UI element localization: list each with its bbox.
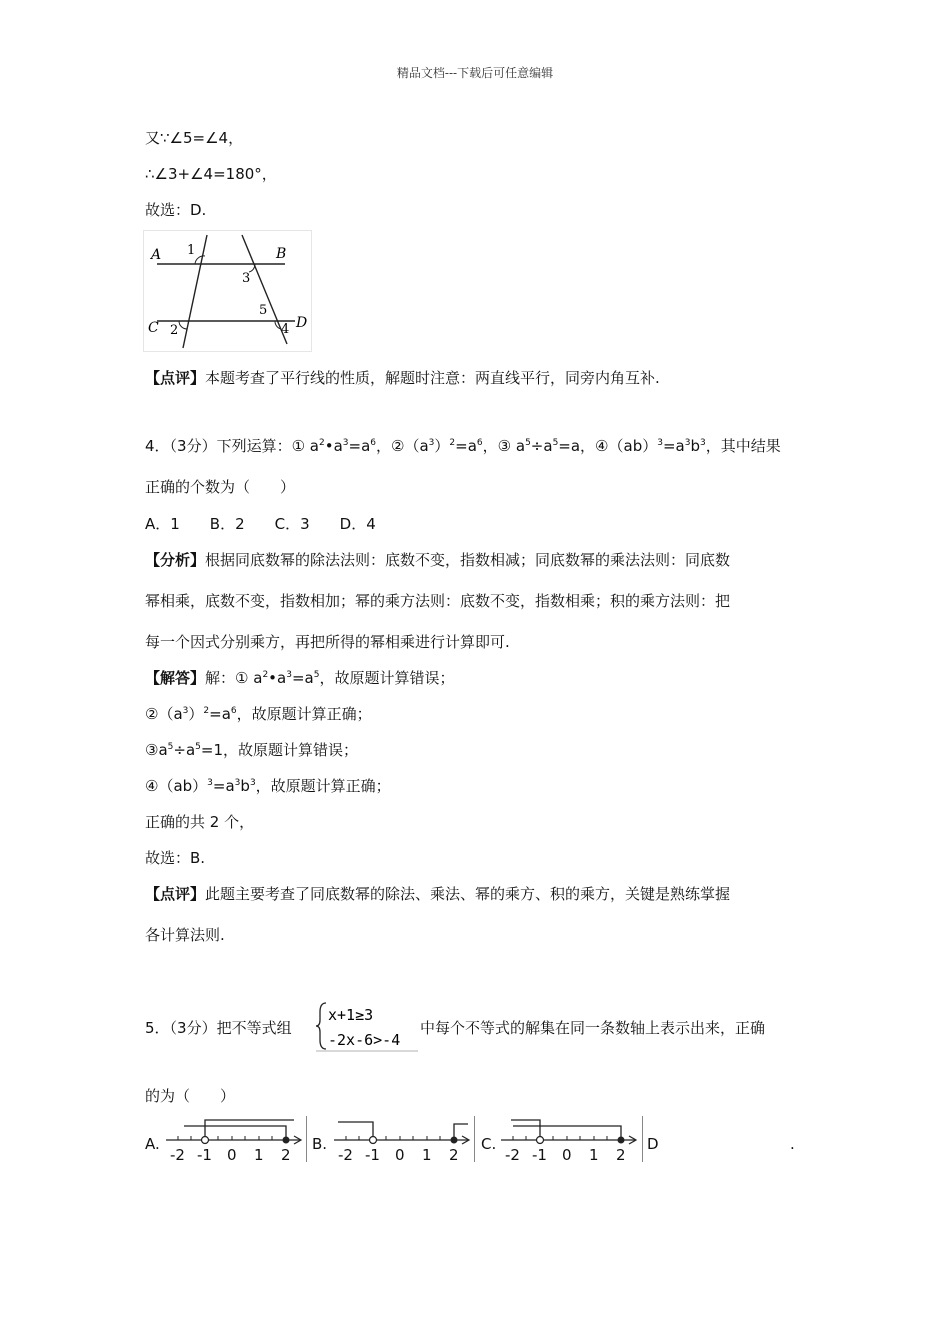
label-D: D bbox=[296, 315, 308, 331]
tick-label: 2 bbox=[449, 1146, 459, 1164]
page-header: 精品文档---下载后可任意编辑 bbox=[396, 66, 554, 80]
q4-analysis-line3: 每一个因式分别乘方，再把所得的幂相乘进行计算即可. bbox=[145, 633, 510, 651]
option-d-label: D bbox=[647, 1135, 659, 1153]
analysis-text: 根据同底数幂的除法法则：底数不变，指数相减；同底数幂的乘法法则：同底数 bbox=[205, 551, 731, 569]
answer-text: ，故原题计算正确； bbox=[236, 705, 372, 723]
comment-text: 本题考查了平行线的性质，解题时注意：两直线平行，同旁内角互补. bbox=[205, 369, 660, 387]
q4-answer-line6: 故选：B. bbox=[145, 849, 206, 867]
label-C: C bbox=[148, 320, 159, 336]
divider bbox=[474, 1116, 475, 1162]
tick-label: 0 bbox=[395, 1146, 405, 1164]
label-1: 1 bbox=[187, 243, 196, 258]
tick-label: -2 bbox=[505, 1146, 520, 1164]
q5-stem-line2: 的为（ ） bbox=[145, 1087, 236, 1105]
option-c-label: C. bbox=[481, 1135, 497, 1153]
q4-answer-line4: $④(ab)^3=a^3b^3$，故原题计算正确； bbox=[145, 777, 391, 795]
q4-stem-tail: ，其中结果 bbox=[705, 437, 781, 455]
tick-label: 2 bbox=[616, 1146, 626, 1164]
q4-comment-line1 bbox=[145, 884, 730, 904]
q4-answer-line5: 正确的共 2 个， bbox=[145, 813, 255, 831]
tick-label: -1 bbox=[365, 1146, 380, 1164]
q4-analysis-line2: 幂相乘，底数不变，指数相加；幂的乘方法则：底数不变，指数相乘；积的乘方法则：把 bbox=[145, 592, 731, 610]
q4-answer-line1: 【解答】解：① $a^2•a^3=a^5$，故原题计算错误； bbox=[145, 669, 455, 687]
text-line: 故选：D. bbox=[145, 201, 207, 219]
text-line: 又∵∠5=∠4， bbox=[145, 129, 244, 147]
tick-label: -2 bbox=[170, 1146, 185, 1164]
q4-analysis-line1 bbox=[145, 550, 730, 570]
answer-text: ，故原题计算错误； bbox=[223, 741, 359, 759]
tick-label: -1 bbox=[197, 1146, 212, 1164]
inequality-system bbox=[316, 1000, 418, 1052]
trailing-dot: . bbox=[790, 1135, 795, 1153]
tick-label: -1 bbox=[532, 1146, 547, 1164]
q4-stem-line2: 正确的个数为（ ） bbox=[145, 478, 296, 496]
tick-label: 0 bbox=[227, 1146, 237, 1164]
answer-tag: 【解答】 bbox=[145, 669, 206, 687]
q4-comment-line2: 各计算法则. bbox=[145, 926, 225, 944]
tick-label: 1 bbox=[589, 1146, 599, 1164]
tick-label: -2 bbox=[338, 1146, 353, 1164]
tick-label: 1 bbox=[254, 1146, 264, 1164]
q5-stem-b: 中每个不等式的解集在同一条数轴上表示出来，正确 bbox=[420, 1019, 766, 1037]
parallel-lines-figure bbox=[143, 230, 312, 352]
comment-tag: 【点评】 bbox=[145, 885, 206, 903]
comment-tag: 【点评】 bbox=[145, 369, 206, 387]
option-a-label: A. bbox=[145, 1135, 160, 1153]
q4-stem: 4．（3分）下列运算：① $a^2•a^3=a^6$，$②(a^3)^2=a^6$，③ $a^5\div a^5=a$，$④(ab)^3=a^3b^3$，其中结果 bbox=[145, 437, 781, 455]
tick-label: 1 bbox=[422, 1146, 432, 1164]
answer-text: ，故原题计算错误； bbox=[319, 669, 455, 687]
divider bbox=[306, 1116, 307, 1162]
q4-stem-a: 4．（3分）下列运算：① a bbox=[145, 437, 319, 455]
q4-options: A．1 B．2 C．3 D．4 bbox=[145, 515, 376, 533]
label-A: A bbox=[151, 247, 162, 263]
q5-stem-a: 5．（3分）把不等式组 bbox=[145, 1019, 292, 1037]
number-line-c bbox=[499, 1114, 641, 1164]
tick-label: 2 bbox=[281, 1146, 291, 1164]
option-b-label: B. bbox=[312, 1135, 328, 1153]
number-line-a bbox=[164, 1114, 306, 1164]
label-3: 3 bbox=[242, 271, 251, 286]
comment-line bbox=[145, 368, 660, 388]
q4-answer-line3: $③a^5\div a^5=1$，故原题计算错误； bbox=[145, 741, 359, 759]
label-4: 4 bbox=[281, 322, 290, 337]
divider bbox=[642, 1116, 643, 1162]
label-2: 2 bbox=[170, 323, 179, 338]
inequality-2: -2x-6>-4 bbox=[328, 1031, 401, 1049]
answer-text: ，故原题计算正确； bbox=[255, 777, 391, 795]
text-line: ∴∠3+∠4=180°， bbox=[145, 165, 277, 183]
label-5: 5 bbox=[259, 303, 268, 318]
label-B: B bbox=[276, 246, 287, 262]
comment-text: 此题主要考查了同底数幂的除法、乘法、幂的乘方、积的乘方，关键是熟练掌握 bbox=[205, 885, 731, 903]
tick-label: 0 bbox=[562, 1146, 572, 1164]
q4-answer-line2: $②(a^3)^2=a^6$，故原题计算正确； bbox=[145, 705, 372, 723]
inequality-1: x+1≥3 bbox=[328, 1006, 374, 1024]
number-line-b bbox=[332, 1114, 474, 1164]
analysis-tag: 【分析】 bbox=[145, 551, 206, 569]
